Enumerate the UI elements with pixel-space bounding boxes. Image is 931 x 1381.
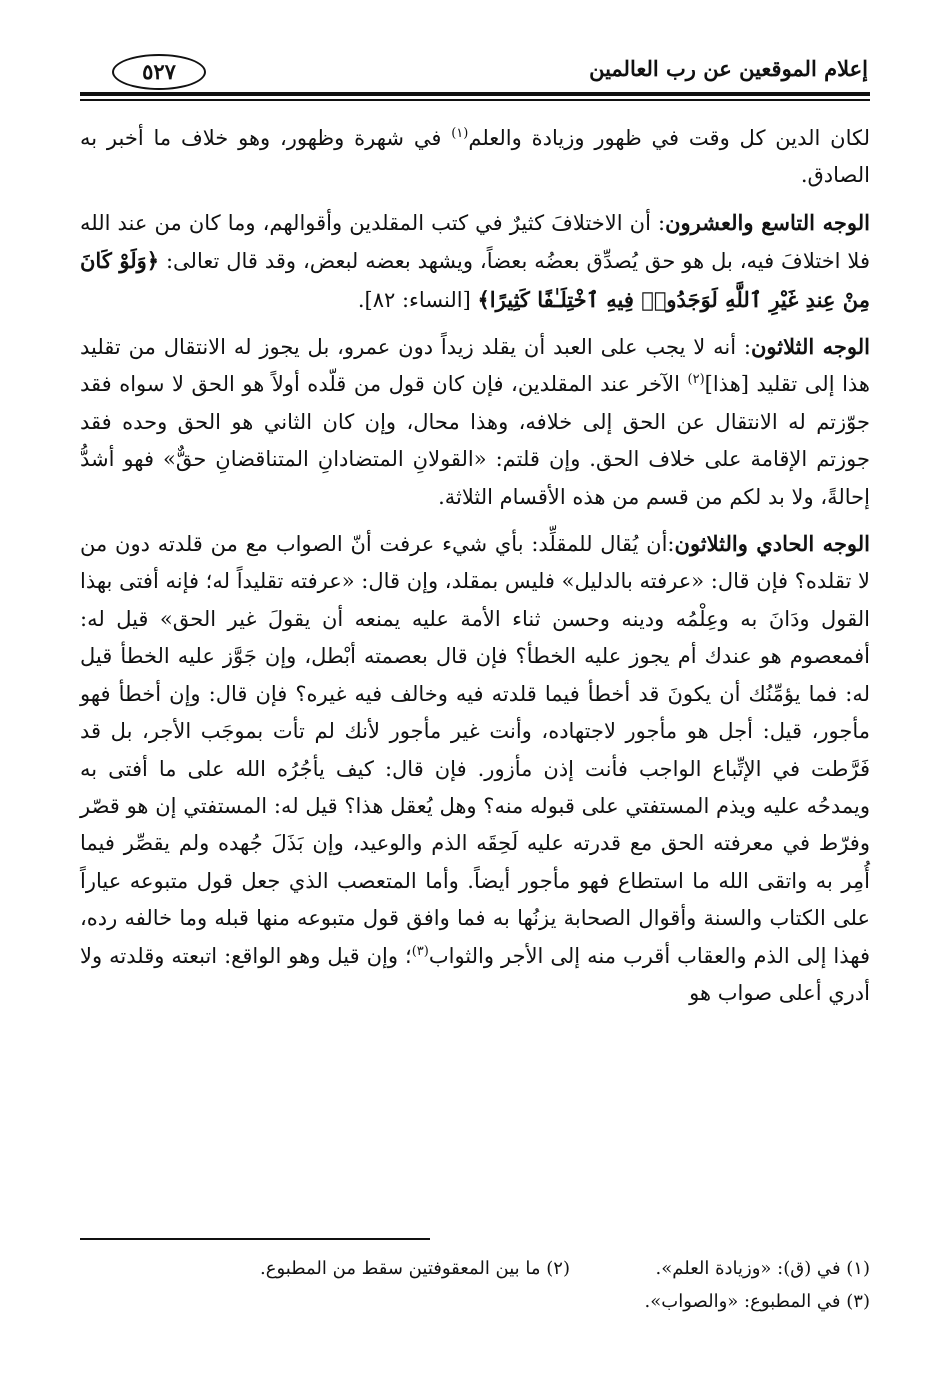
header-rule-thin [80,99,870,101]
footnote-row [80,1252,870,1285]
footnote-separator [80,1238,430,1240]
footnote-3: (٣) في المطبوع: «والصواب». [644,1291,870,1312]
footnote-2: (٢) ما بين المعقوفتين سقط من المطبوع. [260,1258,570,1279]
paragraph-tail: في شهرة وظهور، وهو خلاف ما أخبر به الصادق. [80,126,870,188]
paragraph-text: لكان الدين كل وقت في ظهور وزيادة والعلم [468,126,870,150]
verse-reference: [النساء: ٨٢]. [357,287,478,312]
paragraph-3 [80,328,870,516]
page-header [80,42,870,94]
paragraph-tail: ؛ وإن قيل وهو الواقع: اتبعته وقلدته ولا أدري أعلى صواب هو [80,943,870,1005]
footnote-mark-3: (٣) [411,943,429,959]
section-heading: الوجه الحادي والثلاثون [674,531,871,557]
paragraph-text: :أن يُقال للمقلِّد: بأي شيء عرفت أنّ الصواب مع من قلدته دون من لا تقلده؟ فإن قال: «عرفته بالدليل» فليس بمقلد، وإن قال: «عرفته تقليداً له؛ فإنه أفتى بهذا القول ودَانَ به وعِلْمُه ودينه وحسن ثناء الأمة عليه يمنعه أن يقولَ غير الحق» قيل له: أفمعصوم هو عندك أم يجوز عليه الخطأ؟ فإن قال بعصمته أبْطل، وإن جَوَّز عليه الخطأ قيل له: فما يؤمِّنُك أن يكونَ قد أخطأ فيما قلدته فيه وخالف فيه غيره؟ فإن قال: وإن أخطأ فهو مأجور، قيل: أجل هو مأجور لاجتهاده، وأنت غير مأجور لأنك لم تأت بموجَب الأجر، بل قد فَرَّطت في الإتِّباع الواجب فأنت إذن مأزور. فإن قال: كيف يأجُرُه الله على ما أفتى به ويمدحُه عليه ويذم المستفتي على قبوله منه؟ وهل يُعقل هذا؟ قيل له: المستفتي إن هو قصّر وفرّط في معرفته الحق مع قدرته عليه لَحِقَه الذم والوعيد، وإن بَذَلَ جُهده ولم يقصِّر فيما أُمِر به واتقى الله ما استطاع فهو مأجور أيضاً. وأما المتعصب الذي جعل قول متبوعه عياراً على الكتاب والسنة وأقوال الصحابة يزنُها به فما وافق قول متبوعه منها قبله وما خالفه رده، فهذا إلى الذم والعقاب أقرب منه إلى الأجر والثواب [80,532,871,968]
paragraph-tail: الآخر عند المقلدين، فإن كان قول من قلّده أولاً هو الحق لا سواه فقد جوّزتم له الانتقال عن الحق إلى خلافه، وهذا محال، وإن كان الثاني هو الحق وحده فقد جوزتم الإقامة على خلاف الحق. وإن قلتم: «القولانِ المتضادانِ المتناقضانِ حقٌّ» فهو أشدُّ إحالةً، ولا بد لكم من قسم من هذه الأقسام الثلاثة. [80,372,870,509]
section-heading: الوجه التاسع والعشرون [665,209,870,235]
paragraph-4 [80,525,870,1012]
paragraph-2 [80,204,870,319]
footnote-mark-2: (٢) [687,372,705,388]
page-number-badge: ٥٢٧ [112,54,206,90]
header-rule-thick [80,92,870,96]
book-page [80,42,870,1362]
paragraph-text: : أن الاختلافَ كثيرٌ في كتب المقلدين وأقوالهم، وما كان من عند الله فلا اختلافَ فيه، بل هو حق يُصدِّق بعضُه بعضاً، ويشهد بعضه لبعض، وقد قال تعالى: [80,210,870,274]
running-title: إعلام الموقعين عن رب العالمين [589,56,868,81]
paragraph-1 [80,120,870,195]
quran-verse: ﴿وَلَوْ كَانَ مِنْ عِندِ غَيْرِ ٱللَّهِ لَوَجَدُوا۟ فِيهِ ٱخْتِلَـٰفًا كَثِيرًا﴾ [80,248,870,312]
footnote-1: (١) في (ق): «وزيادة العلم». [655,1258,870,1279]
paragraph-text: : أنه لا يجب على العبد أن يقلد زيداً دون عمرو، بل يجوز له الانتقال من تقليد هذا إلى تقليد [هذا] [80,335,871,397]
footnote-row [80,1285,870,1318]
body-text [80,120,870,1021]
footnotes [80,1252,870,1318]
footnote-mark-1: (١) [451,126,469,141]
section-heading: الوجه الثلاثون [750,334,870,360]
